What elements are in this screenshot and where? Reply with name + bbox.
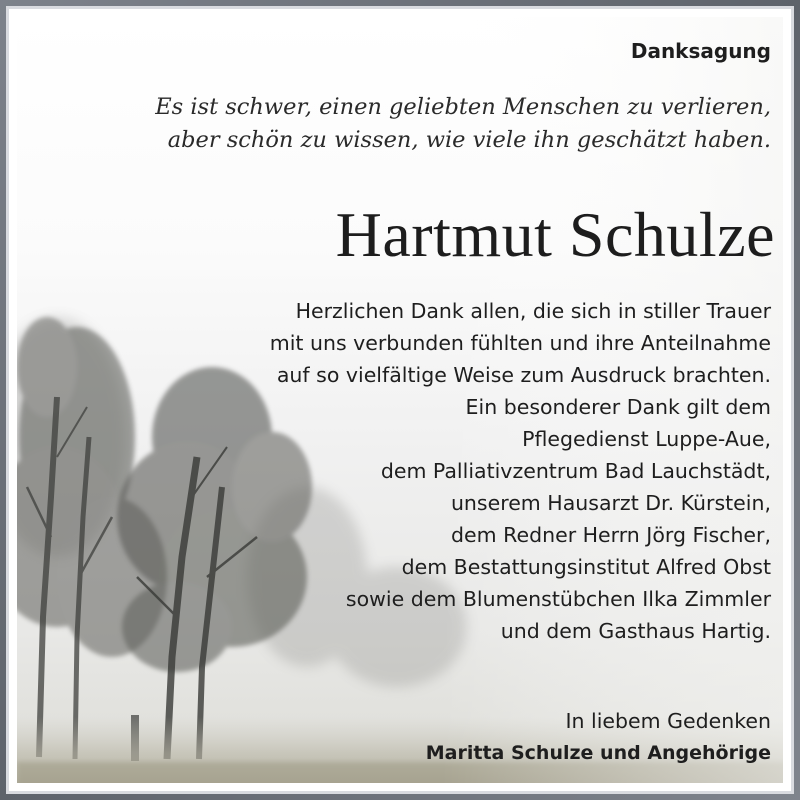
message-line: und dem Gasthaus Hartig. xyxy=(500,619,771,643)
message-line: Herzlichen Dank allen, die sich in stiller Trauer xyxy=(295,299,771,323)
text-layer xyxy=(17,17,783,783)
deceased-name: Hartmut Schulze xyxy=(335,199,775,270)
quote-line: Es ist schwer, einen geliebten Menschen zu verlieren, xyxy=(155,94,771,120)
signers: Maritta Schulze und Angehörige xyxy=(425,742,771,764)
message-line: unserem Hausarzt Dr. Kürstein, xyxy=(450,491,771,515)
message-line: dem Redner Herrn Jörg Fischer, xyxy=(451,523,771,547)
thank-you-message xyxy=(131,295,771,647)
message-line: dem Bestattungsinstitut Alfred Obst xyxy=(401,555,771,579)
message-line: Pflegedienst Luppe-Aue, xyxy=(522,427,771,451)
closing xyxy=(251,705,771,769)
message-line: mit uns verbunden fühlten und ihre Anteilnahme xyxy=(269,331,771,355)
inner-frame xyxy=(6,6,794,794)
message-line: dem Palliativzentrum Bad Lauchstädt, xyxy=(380,459,771,483)
obituary-card xyxy=(17,17,783,783)
quote-line: aber schön zu wissen, wie viele ihn geschätzt haben. xyxy=(167,127,771,153)
message-line: Ein besonderer Dank gilt dem xyxy=(465,395,771,419)
quote xyxy=(51,91,771,157)
message-line: auf so vielfältige Weise zum Ausdruck brachten. xyxy=(276,363,771,387)
heading: Danksagung xyxy=(630,39,771,63)
remembrance-line: In liebem Gedenken xyxy=(565,709,771,733)
message-line: sowie dem Blumenstübchen Ilka Zimmler xyxy=(345,587,771,611)
